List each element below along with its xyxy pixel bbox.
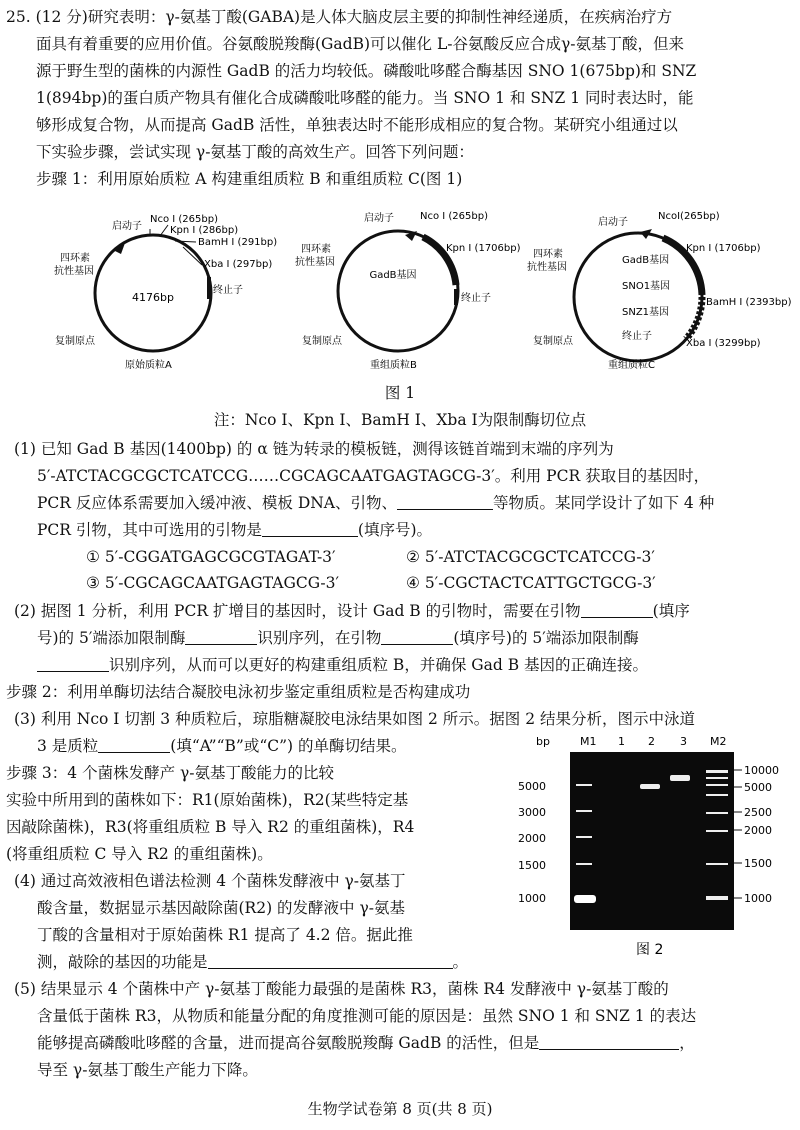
right-ladder-label: 2000 [744,824,772,837]
ncoi-site-label: NcoⅠ(265bp) [658,211,720,222]
right-ladder-label: 10000 [744,764,779,777]
promoter-label: 启动子 [112,221,142,232]
q2-line [37,652,800,679]
q4-line: 酸含量，数据显示基因敲除菌(R2) 的发酵液中 γ-氨基 [37,899,405,917]
q1-line [37,490,800,517]
q1-text: PCR 反应体系需要加入缓冲液、模板 DNA、引物、 [37,494,397,512]
primer-option-4: ④ 5′-CGCTACTCATTGCTGCG-3′ [406,574,656,592]
answer-blank[interactable] [539,1033,679,1050]
sno1-gene-label: SNO1基因 [622,281,671,292]
question-stem-line: 源于野生型的菌株的内源性 GadB 的活力均较低。磷酸吡哆醛合酶基因 SNO 1(675bp)和 SNZ [36,62,697,80]
resistance-label: 抗性基因 [527,262,567,273]
lane-label-1: 1 [618,735,625,748]
q2-line [37,625,800,652]
answer-blank[interactable] [37,655,109,672]
q5-line: 导至 γ-氨基丁酸生产能力下降。 [37,1061,258,1079]
bamhi-site-label: BamH Ⅰ (2393bp) [706,297,792,308]
resistance-label: 抗性基因 [295,257,335,268]
xbai-site-label: Xba Ⅰ (297bp) [204,259,273,270]
q1-text: PCR 引物，其中可选用的引物是 [37,521,262,539]
right-ladder-label: 1000 [744,892,772,905]
plasmid-a [54,214,277,371]
answer-blank[interactable] [185,628,257,645]
terminator-label: 终止子 [622,331,652,342]
left-ladder-label: 1000 [518,892,546,905]
q2-text: 识别序列，在引物 [257,629,382,647]
strain-description: 因敲除菌株)，R3(将重组质粒 B 导入 R2 的重组菌株)，R4 [6,818,415,836]
figure2-caption: 图 2 [636,942,664,958]
q1-line [37,517,800,544]
question-stem-line: 1(894bp)的蛋白质产物具有催化合成磷酸吡哆醛的能力。当 SNO 1 和 SNZ 1 同时表达时，能 [36,89,694,107]
resistance-label: 四环素 [533,249,563,260]
bamhi-site-label: BamH Ⅰ (291bp) [198,237,278,248]
answer-blank[interactable] [381,628,453,645]
ori-label: 复制原点 [55,336,95,347]
resistance-label: 四环素 [60,253,90,264]
plasmid-a-name: 原始质粒A [125,360,172,371]
plasmid-a-size: 4176bp [132,291,174,304]
q5-line: 含量低于菌株 R3，从物质和能量分配的角度推测可能的原因是：虽然 SNO 1 和 SNZ 1 的表达 [37,1007,697,1025]
strain-description: (将重组质粒 C 导入 R2 的重组菌株)。 [6,845,273,863]
strain-description: 实验中所用到的菌株如下：R1(原始菌株)，R2(某些特定基 [6,791,409,809]
figure1-caption: 图 1 [384,384,416,402]
gel-electrophoresis-figure [514,732,790,962]
q4-line: 丁酸的含量相对于原始菌株 R1 提高了 4.2 倍。据此推 [37,926,413,944]
ncoi-site-label: Nco Ⅰ (265bp) [420,211,488,222]
promoter-label: 启动子 [598,217,628,228]
lane-label-3: 3 [680,735,687,748]
q5-line [37,1030,800,1057]
gadb-gene-label: GadB基因 [369,270,417,281]
q1-text: (填序号)。 [357,521,432,539]
answer-blank[interactable] [397,493,493,510]
primer-option-2: ② 5′-ATCTACGCGCTCATCCG-3′ [406,548,655,566]
q4-text: 测，敲除的基因的功能是 [37,953,208,971]
left-ladder-label: 1500 [518,859,546,872]
plasmid-b [295,211,521,371]
left-ladder-label: 3000 [518,806,546,819]
q5-line: (5) 结果显示 4 个菌株中产 γ-氨基丁酸能力最强的是菌株 R3，菌株 R4 发酵液中 γ-氨基丁酸的 [14,980,669,998]
resistance-label: 四环素 [301,244,331,255]
plasmid-c [527,211,792,371]
q1-line: (1) 已知 Gad B 基因(1400bp) 的 α 链为转录的模板链，测得该链首端到末端的序列为 [14,440,614,458]
snz1-gene-label: SNZ1基因 [622,307,670,318]
step3-heading: 步骤 3：4 个菌株发酵产 γ-氨基丁酸能力的比较 [6,764,335,782]
promoter-label: 启动子 [364,213,394,224]
q2-text: (2) 据图 1 分析，利用 PCR 扩增目的基因时，设计 Gad B 的引物时，需要在引物 [14,602,581,620]
q3-text: (填“A”“B”或“C”) 的单酶切结果。 [170,737,407,755]
q4-text: 。 [452,953,469,971]
question-stem-line: 下实验步骤，尝试实现 γ-氨基丁酸的高效生产。回答下列问题： [36,143,474,161]
answer-blank[interactable] [262,520,358,537]
q2-text: 号)的 5′端添加限制酶 [37,629,186,647]
plasmid-b-name: 重组质粒B [370,360,417,371]
q2-text: (填序号)的 5′端添加限制酶 [453,629,639,647]
kpni-site-label: Kpn Ⅰ (1706bp) [446,243,521,254]
answer-blank[interactable] [581,601,653,618]
figure1-note: 注：Nco Ⅰ、Kpn Ⅰ、BamH Ⅰ、Xba Ⅰ为限制酶切位点 [213,411,587,429]
question-stem-line: 够形成复合物，从而提高 GadB 活性，单独表达时不能形成相应的复合物。某研究小组通过以 [36,116,678,134]
kpni-site-label: Kpn Ⅰ (286bp) [170,225,239,236]
question-stem-line: 25. (12 分)研究表明：γ-氨基丁酸(GABA)是人体大脑皮层主要的抑制性神经递质，在疾病治疗方 [6,8,673,26]
q5-text: 能够提高磷酸吡哆醛的含量，进而提高谷氨酸脱羧酶 GadB 的活性，但是 [37,1034,540,1052]
page-footer: 生物学试卷第 8 页(共 8 页) [307,1100,493,1118]
right-ladder-label: 2500 [744,806,772,819]
q5-text: ， [679,1034,695,1052]
terminator-label: 终止子 [461,293,491,304]
xbai-site-label: Xba Ⅰ (3299bp) [686,338,761,349]
question-stem-line: 面具有着重要的应用价值。谷氨酸脱羧酶(GadB)可以催化 L-谷氨酸反应合成γ-氨基丁酸，但来 [36,35,684,53]
terminator-label: 终止子 [213,285,243,296]
q4-line: (4) 通过高效液相色谱法检测 4 个菌株发酵液中 γ-氨基丁 [14,872,406,890]
q1-text: 等物质。某同学设计了如下 4 种 [493,494,715,512]
plasmid-maps-figure [0,205,800,380]
lane-label-2: 2 [648,735,655,748]
left-ladder-label: 2000 [518,832,546,845]
answer-blank[interactable] [98,736,170,753]
q3-text: 3 是质粒 [37,737,99,755]
ncoi-site-label: Nco Ⅰ (265bp) [150,214,218,225]
primer-option-1: ① 5′-CGGATGAGCGCGTAGAT-3′ [86,548,336,566]
ori-label: 复制原点 [302,336,342,347]
left-ladder-label: 5000 [518,780,546,793]
q2-text: 识别序列，从而可以更好的构建重组质粒 B，并确保 Gad B 基因的正确连接。 [109,656,649,674]
resistance-label: 抗性基因 [54,266,94,277]
lane-label-m1: M1 [580,735,597,748]
q2-text: (填序 [652,602,690,620]
q1-sequence-line: 5′-ATCTACGCGCTCATCCG……CGCAGCAATGAGTAGCG-3′。利用 PCR 获取目的基因时， [37,467,710,485]
lane-label-bp: bp [536,735,550,748]
step2-heading: 步骤 2：利用单酶切法结合凝胶电泳初步鉴定重组质粒是否构建成功 [6,683,471,701]
answer-blank[interactable] [208,952,453,969]
right-ladder-label: 1500 [744,857,772,870]
primer-option-3: ③ 5′-CGCAGCAATGAGTAGCG-3′ [86,574,340,592]
step1-heading: 步骤 1：利用原始质粒 A 构建重组质粒 B 和重组质粒 C(图 1) [36,170,463,188]
right-ladder-label: 5000 [744,781,772,794]
lane-label-m2: M2 [710,735,727,748]
ori-label: 复制原点 [533,336,573,347]
plasmid-c-name: 重组质粒C [608,360,655,371]
kpni-site-label: Kpn Ⅰ (1706bp) [686,243,761,254]
gadb-gene-label: GadB基因 [622,255,670,266]
q3-line: (3) 利用 Nco Ⅰ 切割 3 种质粒后，琼脂糖凝胶电泳结果如图 2 所示。据图 2 结果分析，图示中泳道 [14,710,696,728]
q2-line [14,598,800,625]
